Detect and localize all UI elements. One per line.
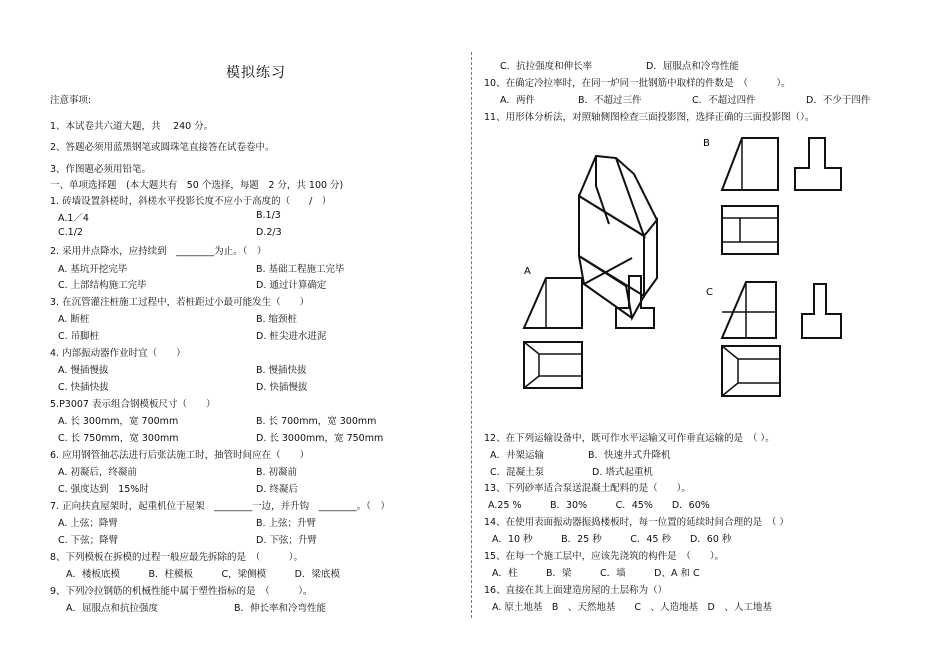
q5-stem: 5.P3007 表示组合钢模板尺寸（ ） xyxy=(50,399,216,410)
q5-option-d: D. 长 3000mm，宽 750mm xyxy=(256,433,384,444)
q9-option-a: A．屈服点和抗拉强度 xyxy=(66,603,158,614)
q10-option-c: C．不超过四件 xyxy=(692,95,756,106)
q10-option-d: D．不少于四件 xyxy=(806,95,871,106)
q10-stem: 10、在确定冷拉率时，在同一炉同一批钢筋中取样的件数是 （ ）。 xyxy=(484,78,791,89)
note-1: 1、本试卷共六道大题，共 240 分。 xyxy=(50,121,214,132)
q4-option-b: B. 慢插快拔 xyxy=(256,365,307,376)
q12-option-d: D. 塔式起重机 xyxy=(592,467,653,478)
q14-stem: 14、在使用表面振动器振捣楼板时，每一位置的延续时间合理的是 （ ） xyxy=(484,517,789,528)
q12-option-c: C．混凝土泵 xyxy=(490,467,545,478)
q11-stem: 11、用形体分析法，对照轴侧图检查三面投影图，选择正确的三面投影图（）。 xyxy=(484,112,815,123)
q6-stem: 6. 应用钢管抽芯法进行后张法施工时，抽管时间应在（ ） xyxy=(50,450,310,461)
q16-options: A. 原土地基 B 、天然地基 C 、人造地基 D 、人工地基 xyxy=(492,602,772,613)
q8-options: A．楼板底模 B．柱模板 C，梁侧模 D．梁底模 xyxy=(66,569,340,580)
q4-option-d: D. 快插慢拔 xyxy=(256,382,308,393)
q4-option-a: A. 慢插慢拔 xyxy=(58,365,109,376)
option-b-drawing xyxy=(703,138,841,254)
q10-option-a: A．两件 xyxy=(500,95,535,106)
q2-option-a: A. 基坑开挖完毕 xyxy=(58,264,128,275)
q3-stem: 3. 在沉管灌注桩施工过程中，若桩距过小最可能发生（ ） xyxy=(50,297,310,308)
q7-option-a: A. 上弦；降臂 xyxy=(58,518,118,529)
q4-option-c: C. 快插快拔 xyxy=(58,382,109,393)
q6-option-c: C. 强度达到 15%时 xyxy=(58,484,149,495)
q2-option-b: B. 基础工程施工完毕 xyxy=(256,264,345,275)
q8-stem: 8、下列模板在拆模的过程一般应最先拆除的是 （ ）。 xyxy=(50,552,304,563)
q2-option-c: C. 上部结构施工完毕 xyxy=(58,280,147,291)
q1-option-a: A.1／4 xyxy=(58,213,89,224)
q12-option-b: B．快速井式升降机 xyxy=(588,450,671,461)
q5-option-a: A. 长 300mm，宽 700mm xyxy=(58,416,179,427)
option-a-drawing xyxy=(524,266,654,388)
q1-option-b: B.1/3 xyxy=(256,210,281,221)
q3-option-a: A. 断桩 xyxy=(58,314,90,325)
option-c-drawing xyxy=(706,282,841,396)
q1-option-d: D.2/3 xyxy=(256,227,282,238)
q9-option-b: B．伸长率和冷弯性能 xyxy=(234,603,327,614)
page-title: 模拟练习 xyxy=(226,65,286,81)
q12-stem: 12、在下列运输设备中，既可作水平运输又可作垂直运输的是 （ ）。 xyxy=(484,433,775,444)
q3-option-d: D. 桩尖进水进泥 xyxy=(256,331,327,342)
q15-options: A．柱 B．梁 C．墙 D、A 和 C xyxy=(492,568,700,579)
q6-option-a: A. 初凝后，终凝前 xyxy=(58,467,137,478)
q2-option-d: D. 通过计算确定 xyxy=(256,280,327,291)
q7-option-b: B. 上弦；升臂 xyxy=(256,518,317,529)
q13-options: A.25 % B．30% C．45% D．60% xyxy=(488,500,710,511)
notes-heading: 注意事项: xyxy=(50,95,92,106)
q3-option-c: C. 吊脚桩 xyxy=(58,331,100,342)
note-2: 2、答题必须用蓝黑钢笔或圆珠笔直接答在试卷卷中。 xyxy=(50,142,275,153)
q14-options: A．10 秒 B．25 秒 C．45 秒 D．60 秒 xyxy=(492,534,732,545)
q6-option-d: D. 终凝后 xyxy=(256,484,298,495)
q9-option-c: C．抗拉强度和伸长率 xyxy=(500,61,593,72)
option-c-label: C xyxy=(706,287,713,298)
q4-stem: 4. 内部振动器作业时宜（ ） xyxy=(50,348,186,359)
option-b-label: B xyxy=(703,138,710,149)
q13-stem: 13、下列砂率适合泵送混凝土配料的是（ ）。 xyxy=(484,483,691,494)
q1-stem: 1. 砖墙设置斜槎时，斜槎水平投影长度不应小于高度的（ / ） xyxy=(50,196,332,207)
q16-stem: 16、直接在其上面建造房屋的土层称为（） xyxy=(484,585,668,596)
q12-option-a: A．井架运输 xyxy=(490,450,544,461)
q7-option-d: D. 下弦；升臂 xyxy=(256,535,317,546)
q5-option-c: C. 长 750mm，宽 300mm xyxy=(58,433,179,444)
q6-option-b: B. 初凝前 xyxy=(256,467,298,478)
note-3: 3、作图题必须用铅笔。 xyxy=(50,164,152,175)
projection-figure xyxy=(484,128,904,428)
q7-stem: 7. 正向扶直屋架时，起重机位于屋架 ________一边，并升钩 ________。（ ） xyxy=(50,501,390,512)
q15-stem: 15、在每一个施工层中，应该先浇筑的构件是 （ ）。 xyxy=(484,551,725,562)
column-divider xyxy=(471,52,472,618)
section-heading: 一、单项选择题 (本大题共有 50 个选择，每题 2 分，共 100 分) xyxy=(50,180,344,191)
q5-option-b: B. 长 700mm，宽 300mm xyxy=(256,416,377,427)
option-a-label: A xyxy=(524,266,531,277)
q7-option-c: C. 下弦；降臂 xyxy=(58,535,119,546)
q10-option-b: B．不超过三件 xyxy=(578,95,642,106)
q9-stem: 9、下列冷拉钢筋的机械性能中属于塑性指标的是 （ ）。 xyxy=(50,586,313,597)
q9-option-d: D．屈服点和冷弯性能 xyxy=(646,61,739,72)
q2-stem: 2. 采用井点降水，应持续到 ________为止。（ ） xyxy=(50,246,267,257)
q1-option-c: C.1/2 xyxy=(58,227,83,238)
q3-option-b: B. 缩颈桩 xyxy=(256,314,298,325)
isometric-block-drawing xyxy=(579,156,657,318)
